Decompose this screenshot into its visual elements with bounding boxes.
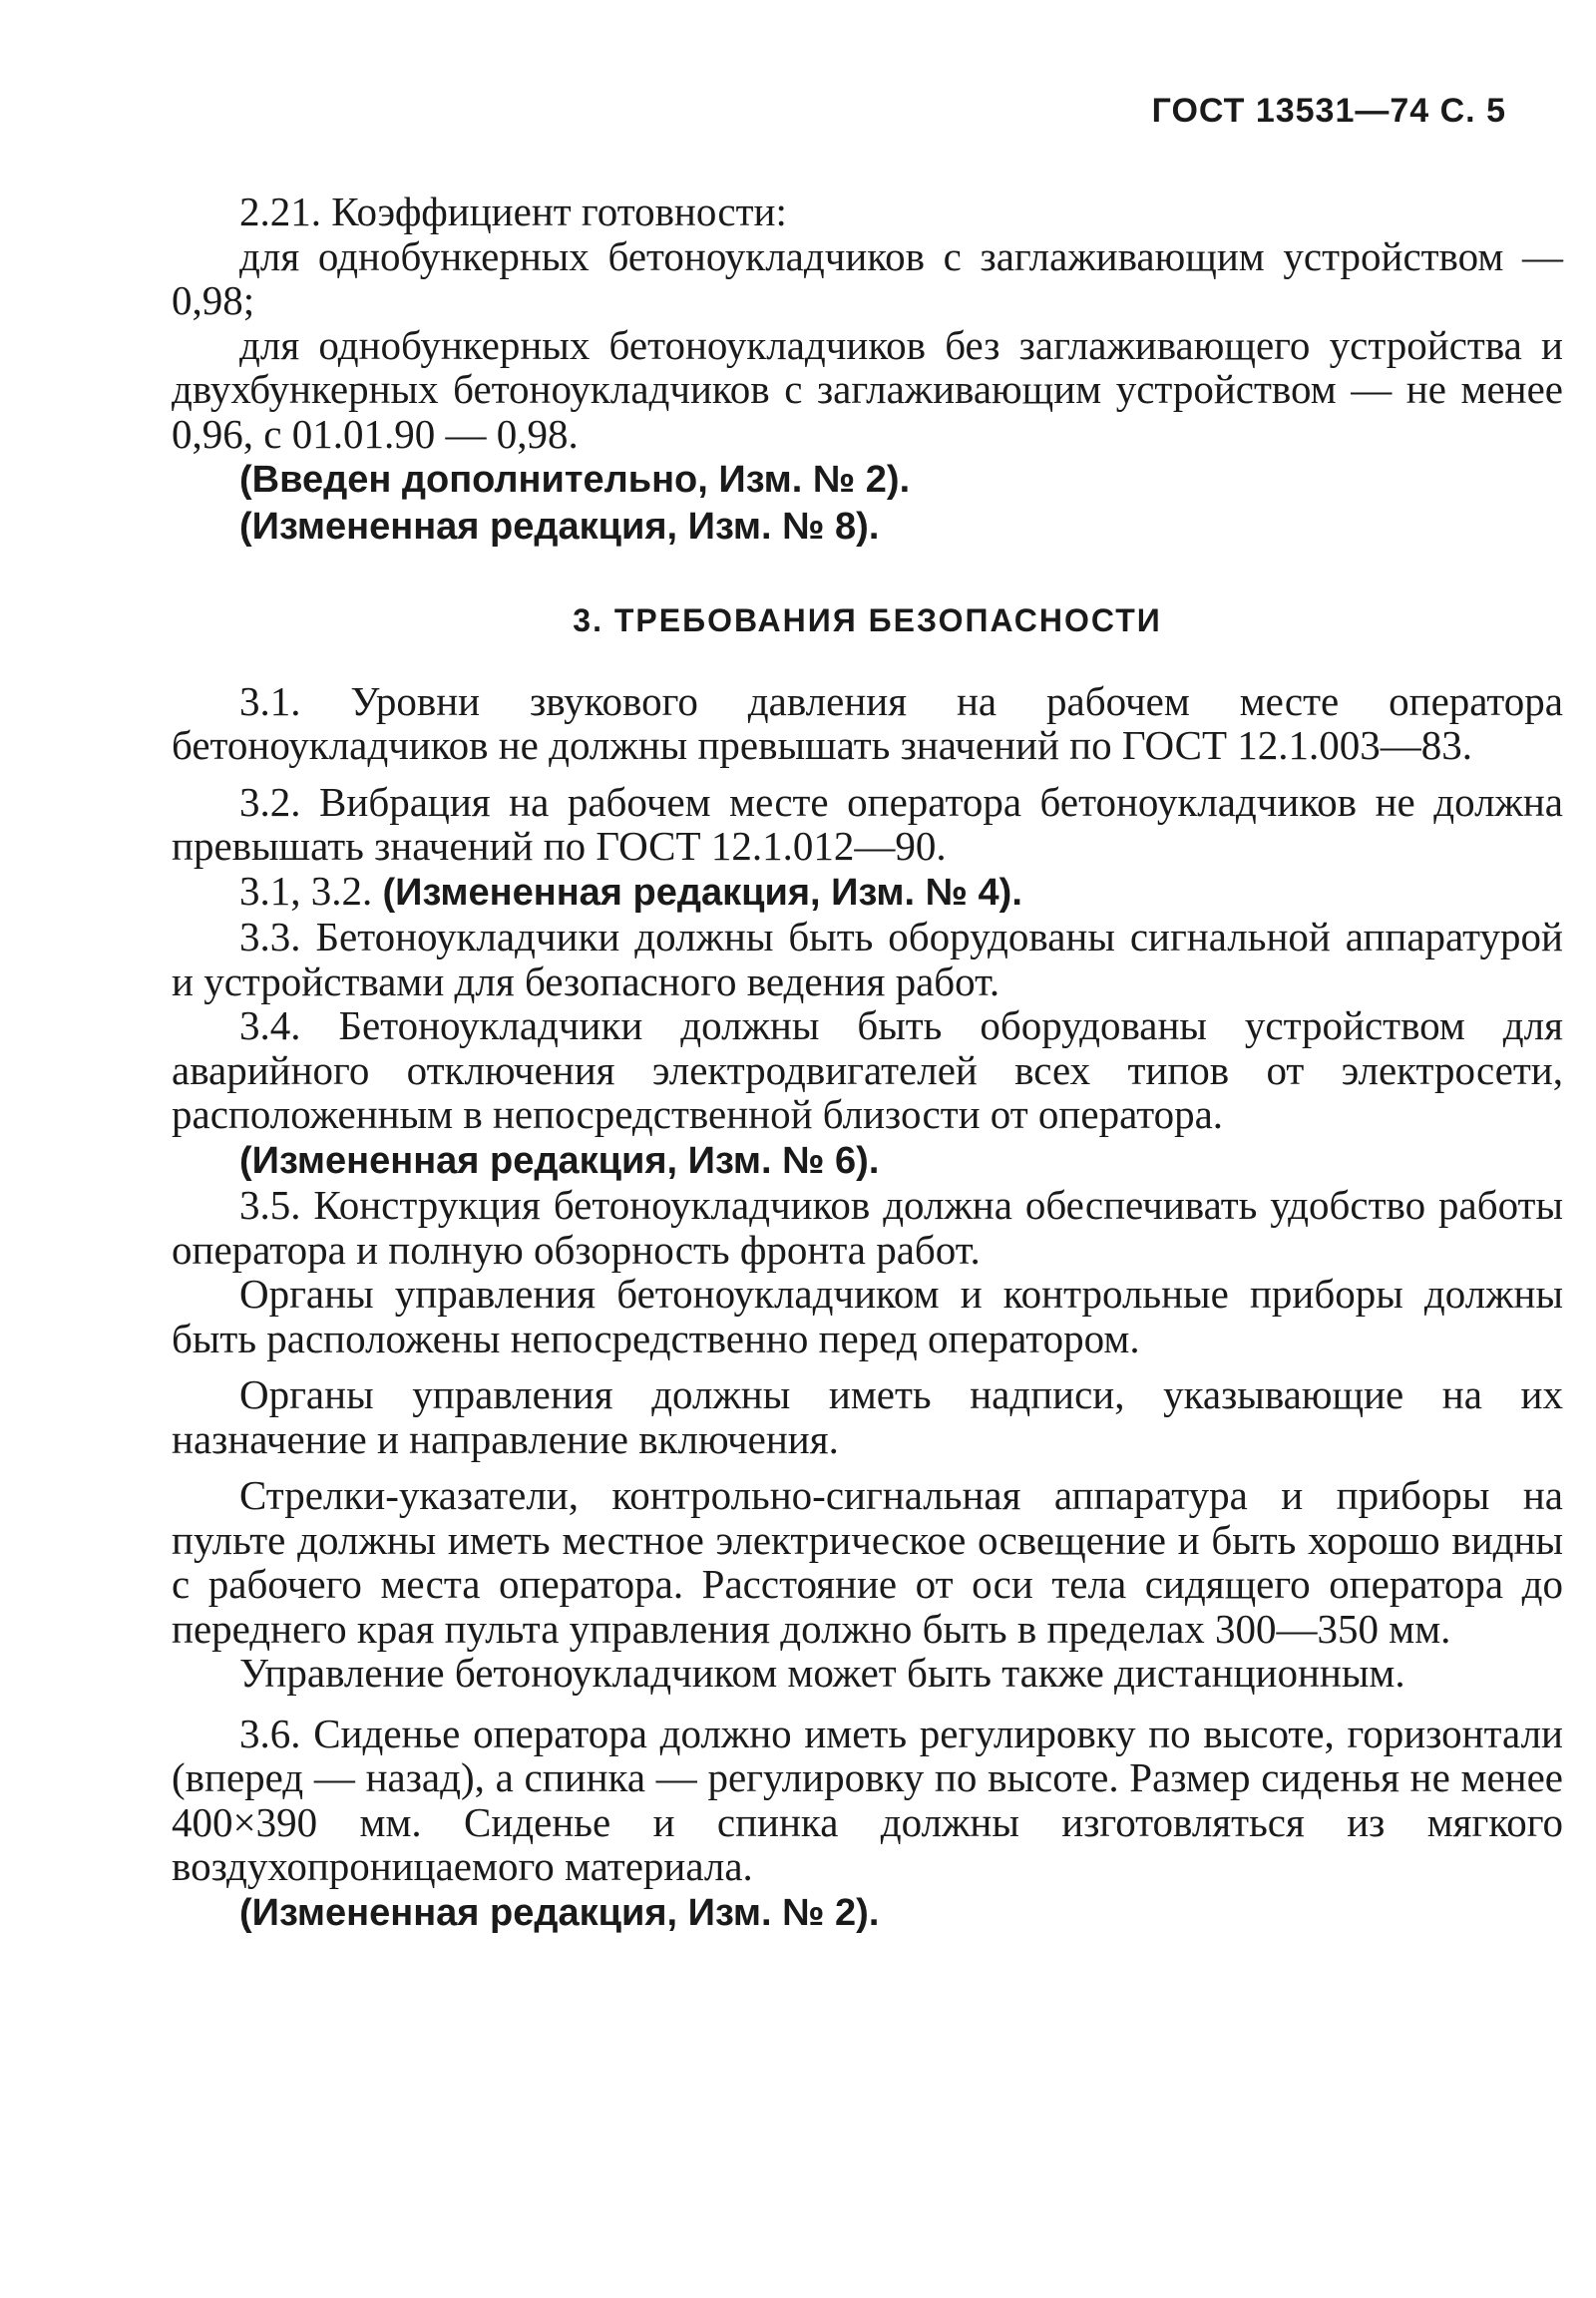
clause-3-5-remote: Управление бетоноукладчиком может быть также дистанционным.	[239, 1650, 1405, 1696]
clause-3-2: 3.2. Вибрация на рабочем месте оператора бетоноукладчиков не должна превышать значений по ГОСТ 12.1.012—90.	[172, 778, 1563, 869]
amendment-text: (Измененная редакция, Изм. № 8).	[239, 505, 880, 548]
clause-3-4: 3.4. Бетоноукладчики должны быть оборудованы устройством для аварийного отключения электродвигателей всех типов от электросети, расположенным в непосредственной близости от оператора.	[172, 1002, 1563, 1137]
amendment-note	[172, 1889, 1563, 1936]
document-body	[172, 190, 1563, 1935]
amendment-text: (Введен дополнительно, Изм. № 2).	[239, 459, 911, 501]
clause-3-1: 3.1. Уровни звукового давления на рабочем месте оператора бетоноукладчиков не должны превышать значений по ГОСТ 12.1.003—83.	[172, 677, 1563, 768]
clause-3-3: 3.3. Бетоноукладчики должны быть оборудованы сигнальной аппаратурой и устройствами для безопасного ведения работ.	[172, 914, 1563, 1004]
amendment-note	[172, 1137, 1563, 1184]
page-header: ГОСТ 13531—74 С. 5	[1151, 92, 1506, 130]
amendment-text: (Измененная редакция, Изм. № 4).	[382, 871, 1022, 914]
amendment-note	[172, 869, 1563, 916]
clause-2-21: 2.21. Коэффициент готовности:	[239, 189, 787, 234]
clause-3-5-labels: Органы управления должны иметь надписи, указывающие на их назначение и направление включения.	[172, 1371, 1563, 1462]
clause-2-21-item-b: для однобункерных бетоноукладчиков без заглаживающего устройства и двухбункерных бетоноукладчиков с заглаживающим устройством — не менее 0,96, с 01.01.90 — 0,98.	[172, 321, 1563, 457]
clause-3-5-indicators: Стрелки-указатели, контрольно-сигнальная аппаратура и приборы на пульте должны иметь местное электрическое освещение и быть хорошо видны с рабочего места оператора. Расстояние от оси тела сидящего оператора до переднего края пульта управления должно быть в пределах 300—350 мм.	[172, 1472, 1563, 1652]
section-3-title: 3. ТРЕБОВАНИЯ БЕЗОПАСНОСТИ	[573, 602, 1162, 638]
amendment-note-introduced	[172, 456, 1563, 503]
amendment-prefix: 3.1, 3.2.	[239, 867, 373, 914]
amendment-note	[172, 503, 1563, 550]
clause-3-6: 3.6. Сиденье оператора должно иметь регулировку по высоте, горизонтали (вперед — назад), а спинка — регулировку по высоте. Размер сиденья не менее 400×390 мм. Сиденье и спинка должны изготовляться из мягкого воздухопроницаемого материала.	[172, 1710, 1563, 1889]
amendment-text: (Измененная редакция, Изм. № 6).	[239, 1139, 880, 1182]
clause-3-5: 3.5. Конструкция бетоноукладчиков должна обеспечивать удобство работы оператора и полную обзорность фронта работ.	[172, 1182, 1563, 1273]
amendment-text: (Измененная редакция, Изм. № 2).	[239, 1891, 880, 1934]
clause-2-21-item-a: для однобункерных бетоноукладчиков с заглаживающим устройством — 0,98;	[172, 232, 1563, 323]
clause-3-5-controls: Органы управления бетоноукладчиком и контрольные приборы должны быть расположены непосредственно перед оператором.	[172, 1271, 1563, 1361]
